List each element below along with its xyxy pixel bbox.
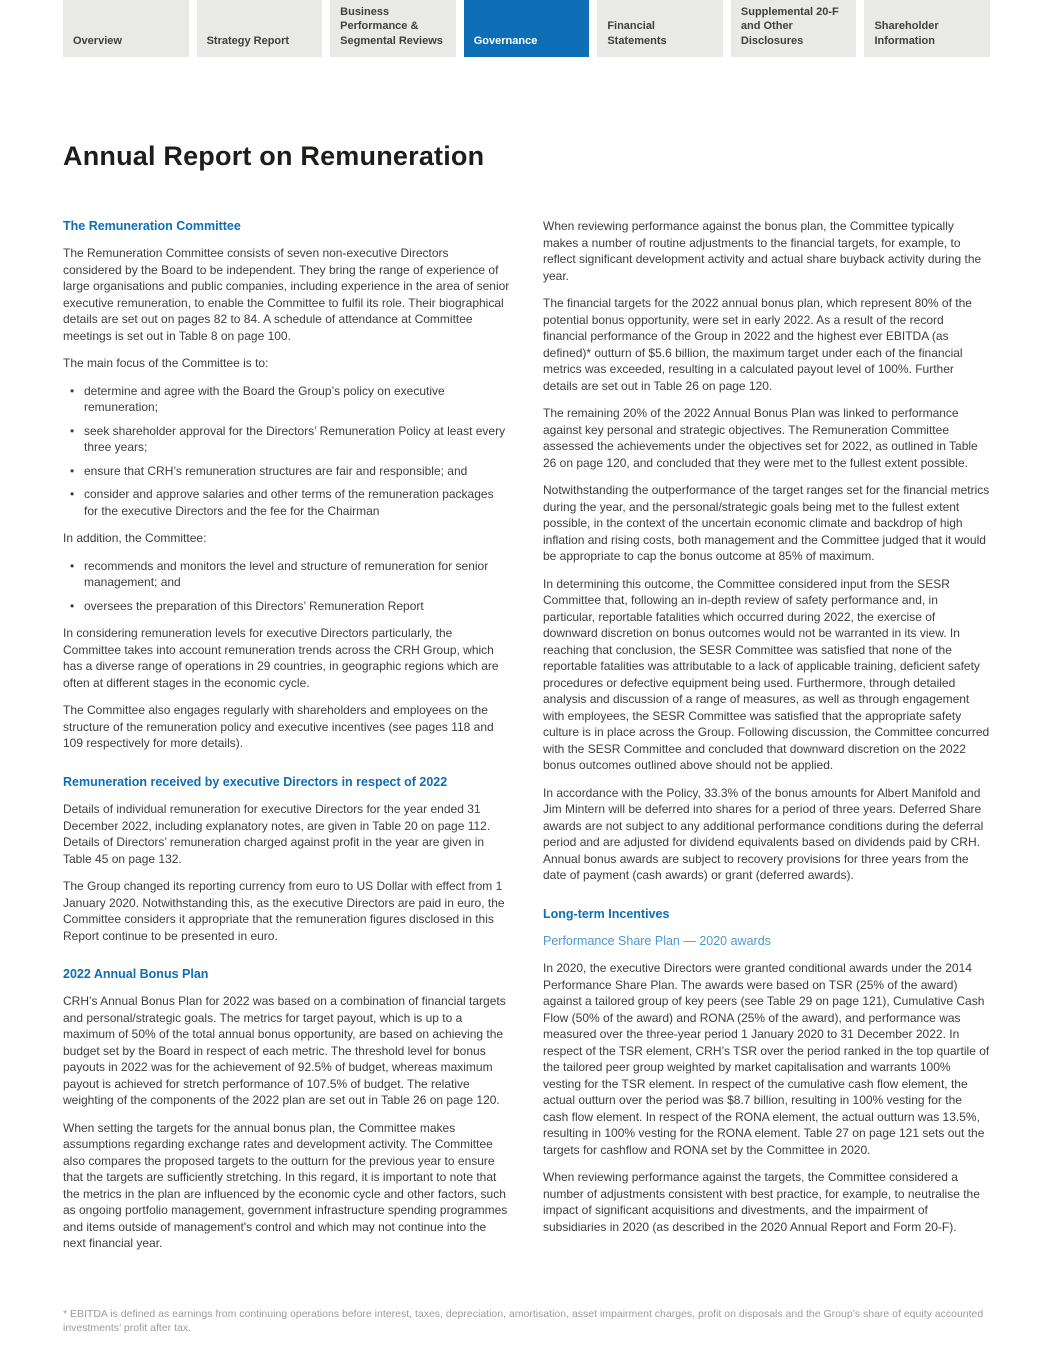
bullet-item: • determine and agree with the Board the Group’s policy on executive remuneration; [63, 383, 510, 416]
paragraph: The Committee also engages regularly with shareholders and employees on the structure of the remuneration policy and executive incentives (see pages 118 and 109 respectively for more details). [63, 703, 494, 751]
paragraph: In determining this outcome, the Committee considered input from the SESR Committee that, following an in-depth review of safety performance and, in particular, reportable fatalities which occurred during 2022, the exercise of downward discretion on bonus outcomes would not be warranted in its view. In reaching that conclusion, the SESR Committee was satisfied that none of the reportable fatalities was attributable to a lack of applicable training, deficient safety procedures or defective equipment being used. Furthermore, through detailed analysis and discussion of a range of measures, as well as through engagement with employees, the SESR Committee was satisfied that the appropriate safety culture is in place across the Group. Following discussion, the Committee concurred with the SESR Committee and concluded that downward discretion on the 2022 bonus outcomes outlined above should not be applied. [543, 576, 990, 772]
paragraph: Notwithstanding the outperformance of the target ranges set for the financial metrics during the year, and the personal/strategic goals being met to the fullest extent possible, in the context of the uncertain economic climate and backdrop of high inflation and rising costs, both management and the Committee judged that it would be appropriate to cap the bonus outcome at 85% of maximum. [543, 483, 990, 563]
tab-governance[interactable]: Governance [464, 0, 590, 57]
bullet-list [63, 383, 510, 520]
tab-shareholder-information[interactable]: Shareholder Information [864, 0, 990, 57]
section-heading-annual-bonus-plan: 2022 Annual Bonus Plan [63, 967, 209, 981]
bullet-item: • recommends and monitors the level and structure of remuneration for senior management; and [63, 558, 510, 591]
paragraph: CRH’s Annual Bonus Plan for 2022 was based on a combination of financial targets and personal/strategic goals. The metrics for target payout, which is up to a maximum of 50% of the total annual bonus opportunity, are based on achieving the budget set by the Board in respect of each metric. The threshold level for bonus payouts in 2022 was for the achievement of 92.5% of budget, whereas maximum payout is achieved for stretch performance of 107.5% of budget. The relative weighting of the components of the 2022 plan are set out in Table 26 on page 120. [63, 994, 506, 1108]
paragraph: The financial targets for the 2022 annual bonus plan, which represent 80% of the potential bonus opportunity, were set in early 2022. As a result of the record financial performance of the Group in 2022 and the highest ever EBITDA (as defined)* outturn of $5.6 billion, the maximum target under each of the financial metrics was exceeded, resulting in a calculated payout level of 100%. Further details are set out in Table 26 on page 120. [543, 296, 972, 393]
bullet-item: • oversees the preparation of this Directors’ Remuneration Report [63, 598, 510, 615]
paragraph: The remaining 20% of the 2022 Annual Bonus Plan was linked to performance against key personal and strategic objectives. The Remuneration Committee assessed the achievements under the objectives set for 2022, as outlined in Table 26 on page 120, and concluded that they were met to the fullest extent possible. [543, 406, 978, 470]
paragraph: The Group changed its reporting currency from euro to US Dollar with effect from 1 January 2020. Notwithstanding this, as the executive Directors are paid in euro, the Committee considers it appropriate that the remuneration figures disclosed in this Report continue to be presented in euro. [63, 879, 505, 943]
footnote: * EBITDA is defined as earnings from continuing operations before interest, taxes, depreciation, amortisation, asset impairment charges, profit on disposals and the Group’s share of equity accounted investments’ profit after tax. [63, 1308, 984, 1334]
paragraph: When setting the targets for the annual bonus plan, the Committee makes assumptions regarding exchange rates and development activity. The Committee also compares the proposed targets to the outturn for the previous year to ensure that the targets are sufficiently stretching. In this regard, it is important to note that the metrics in the plan are influenced by the economic cycle and other factors, such as ongoing portfolio management, government infrastructure spending programmes and items outside of management's control and which may not continue into the next financial year. [63, 1120, 508, 1251]
section-heading-long-term-incentives: Long-term Incentives [543, 906, 670, 921]
tab-financial-statements[interactable]: Financial Statements [597, 0, 723, 57]
two-column-layout [63, 218, 990, 1263]
bullet-item: • seek shareholder approval for the Directors’ Remuneration Policy at least every three years; [63, 423, 510, 456]
paragraph: When reviewing performance against the bonus plan, the Committee typically makes a number of routine adjustments to the financial targets, for example, to reflect significant development activity and actual share buyback activity during the year. [543, 219, 982, 283]
left-column [63, 218, 510, 1263]
right-column [543, 218, 990, 1263]
section-heading-remuneration-committee: The Remuneration Committee [63, 219, 241, 233]
tab-overview[interactable]: Overview [63, 0, 189, 57]
tab-business-performance[interactable]: Business Performance & Segmental Reviews [330, 0, 456, 57]
tab-supplemental-20f[interactable]: Supplemental 20-F and Other Disclosures [731, 0, 857, 57]
paragraph: In addition, the Committee: [63, 531, 207, 546]
paragraph: The Remuneration Committee consists of seven non-executive Directors considered by the Board to be independent. They bring the range of experience of large organisations and public companies, including experience in the area of senior executive remuneration, to enable the Committee to fulfil its role. Their biographical details are set out on pages 82 to 84. A schedule of attendance at Committee meetings is set out in Table 8 on page 100. [63, 246, 510, 343]
paragraph: The main focus of the Committee is to: [63, 356, 269, 371]
subsection-heading-performance-share-plan: Performance Share Plan — 2020 awards [543, 933, 771, 948]
bullet-list [63, 558, 510, 615]
paragraph: Details of individual remuneration for executive Directors for the year ended 31 December 2022, including explanatory notes, are given in Table 20 on page 112. Details of Directors’ remuneration charged against profit in the year are given in Table 45 on page 132. [63, 802, 491, 866]
tab-strategy-report[interactable]: Strategy Report [197, 0, 323, 57]
section-heading-remuneration-2022: Remuneration received by executive Directors in respect of 2022 [63, 774, 448, 789]
page-content [0, 141, 1053, 1263]
paragraph: In considering remuneration levels for executive Directors particularly, the Committee takes into account remuneration trends across the CRH Group, which has a diverse range of operations in 29 countries, in geographic regions which are often at different stages in the economic cycle. [63, 626, 499, 690]
paragraph: In accordance with the Policy, 33.3% of the bonus amounts for Albert Manifold and Jim Mintern will be deferred into shares for a period of three years. Deferred Share awards are not subject to any additional performance conditions during the deferral period and are adjusted for dividend equivalents based on dividends paid by CRH. Annual bonus awards are subject to recovery provisions for three years from the date of payment (cash awards) or grant (deferred awards). [543, 785, 984, 882]
bullet-item: • consider and approve salaries and other terms of the remuneration packages for the executive Directors and the fee for the Chairman [63, 486, 510, 519]
page-title: Annual Report on Remuneration [63, 141, 485, 171]
paragraph: In 2020, the executive Directors were granted conditional awards under the 2014 Performance Share Plan. The awards were based on TSR (25% of the award) against a tailored group of key peers (see Table 29 on page 121), Cumulative Cash Flow (50% of the award) and RONA (25% of the award), and performance was measured over the three-year period 1 January 2020 to 31 December 2022. In respect of the TSR element, CRH’s TSR over the period ranked in the top quartile of the tailored peer group weighted by market capitalisation and warrants 100% vesting for the TSR element. In respect of the cumulative cash flow element, the actual outturn over the period was $8.7 billion, resulting in 100% vesting for the cash flow element. In respect of the RONA element, the actual outturn was 13.5%, resulting in 100% vesting for the RONA element. Table 27 on page 121 sets out the targets for cashflow and RONA set by the Committee in 2020. [543, 961, 990, 1157]
paragraph: When reviewing performance against the targets, the Committee considered a number of adjustments consistent with best practice, for example, to neutralise the impact of significant acquisitions and divestments, and the impairment of subsidiaries in 2020 (as described in the 2020 Annual Report and Form 20-F). [543, 1170, 980, 1234]
bullet-item: • ensure that CRH’s remuneration structures are fair and responsible; and [63, 463, 510, 480]
top-nav [0, 0, 1053, 57]
